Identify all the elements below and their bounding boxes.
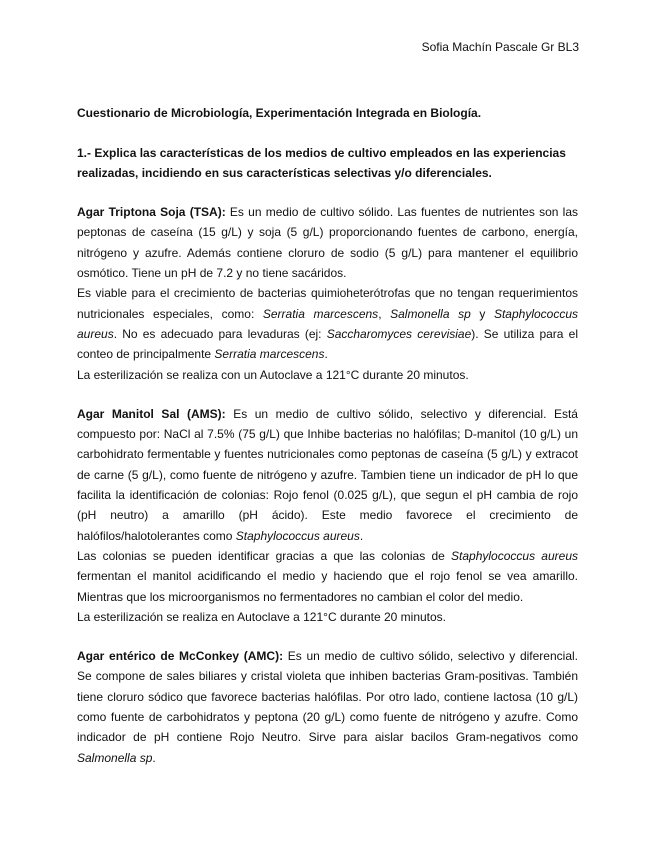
organism-name: Staphylococcus aureus	[77, 306, 579, 341]
tsa-sterilization: La esterilización se realiza con un Autoclave a 121°C durante 20 minutos.	[77, 367, 469, 382]
tsa-paragraph-1: Agar Triptona Soja (TSA): Es un medio de cultivo sólido. Las fuentes de nutrientes son las peptonas de caseína (15 g/L) y soja (5 g/L) proporcionando fuentes de carbono, energía, nitrógeno y azufre. Además contiene cloruro de sodio (5 g/L) para mantener el equilibrio osmótico. Tiene un pH de 7.2 y no tiene sacáridos.	[77, 205, 578, 281]
organism-name: Serratia marcescens	[262, 306, 379, 321]
author-header: Sofia Machín Pascale Gr BL3	[421, 40, 579, 54]
document-title: Cuestionario de Microbiología, Experimentación Integrada en Biología.	[77, 106, 482, 121]
tsa-heading: Agar Triptona Soja (TSA):	[77, 205, 226, 220]
amc-paragraph-1: Agar entérico de McConkey (AMC): Es un medio de cultivo sólido, selectivo y diferencial. Se compone de sales biliares y cristal violeta que inhiben bacterias Gram-positivas. También tiene cloruro sódico que favorece bacterias halófilas. Por otro lado, contiene lactosa (10 g/L) como fuente de carbohidratos y peptona (20 g/L) como fuente de nitrógeno y azufre. Como indicador de pH contiene Rojo Neutro. Sirve para aislar bacilos Gram-negativos como Salmonella sp.	[77, 649, 578, 765]
ams-sterilization: La esterilización se realiza en Autoclave a 121°C durante 20 minutos.	[77, 609, 447, 624]
section-tsa	[77, 202, 578, 385]
organism-name: Staphylococcus aureus	[451, 548, 578, 563]
section-ams	[77, 404, 578, 627]
organism-name: Serratia marcescens	[214, 347, 325, 362]
ams-heading: Agar Manitol Sal (AMS):	[77, 406, 226, 421]
organism-name: Salmonella sp	[390, 306, 471, 321]
organism-name: Saccharomyces cerevisiae	[326, 326, 472, 341]
ams-paragraph-1: Agar Manitol Sal (AMS): Es un medio de cultivo sólido, selectivo y diferencial. Está compuesto por: NaCl al 7.5% (75 g/L) que Inhibe bacterias no halófilas; D-manitol (10 g/L) un carbohidrato fermentable y fuentes nutricionales como peptonas de caseína (5 g/L) y extracot de carne (5 g/L), como fuente de nitrógeno y azufre. Tambien tiene un indicador de pH lo que facilita la identificación de colonias: Rojo fenol (0.025 g/L), que segun el pH cambia de rojo (pH neutro) a amarillo (pH ácido). Este medio favorece el crecimiento de halófilos/halotolerantes como Staphylococcus aureus.	[77, 406, 578, 543]
tsa-paragraph-2: Es viable para el crecimiento de bacterias quimioheterótrofas que no tengan requerimientos nutricionales especiales, como: Serratia marcescens, Salmonella sp y Staphylococcus aureus. No es adecuado para levaduras (ej: Saccharomyces cerevisiae). Se utiliza para el conteo de principalmente Serratia marcescens.	[77, 286, 579, 362]
amc-heading: Agar entérico de McConkey (AMC):	[77, 649, 284, 664]
question-1: 1.- Explica las características de los medios de cultivo empleados en las experiencias realizadas, incidiendo en sus características selectivas y/o diferenciales.	[77, 145, 566, 180]
organism-name: Salmonella sp	[77, 750, 153, 765]
organism-name: Staphylococcus aureus	[235, 528, 360, 543]
section-amc	[77, 646, 578, 768]
ams-paragraph-2: Las colonias se pueden identificar gracias a que las colonias de Staphylococcus aureus fermentan el manitol acidificando el medio y haciendo que el rojo fenol se vea amarillo. Mientras que los microorganismos no fermentadores no cambian el color del medio.	[77, 548, 578, 604]
